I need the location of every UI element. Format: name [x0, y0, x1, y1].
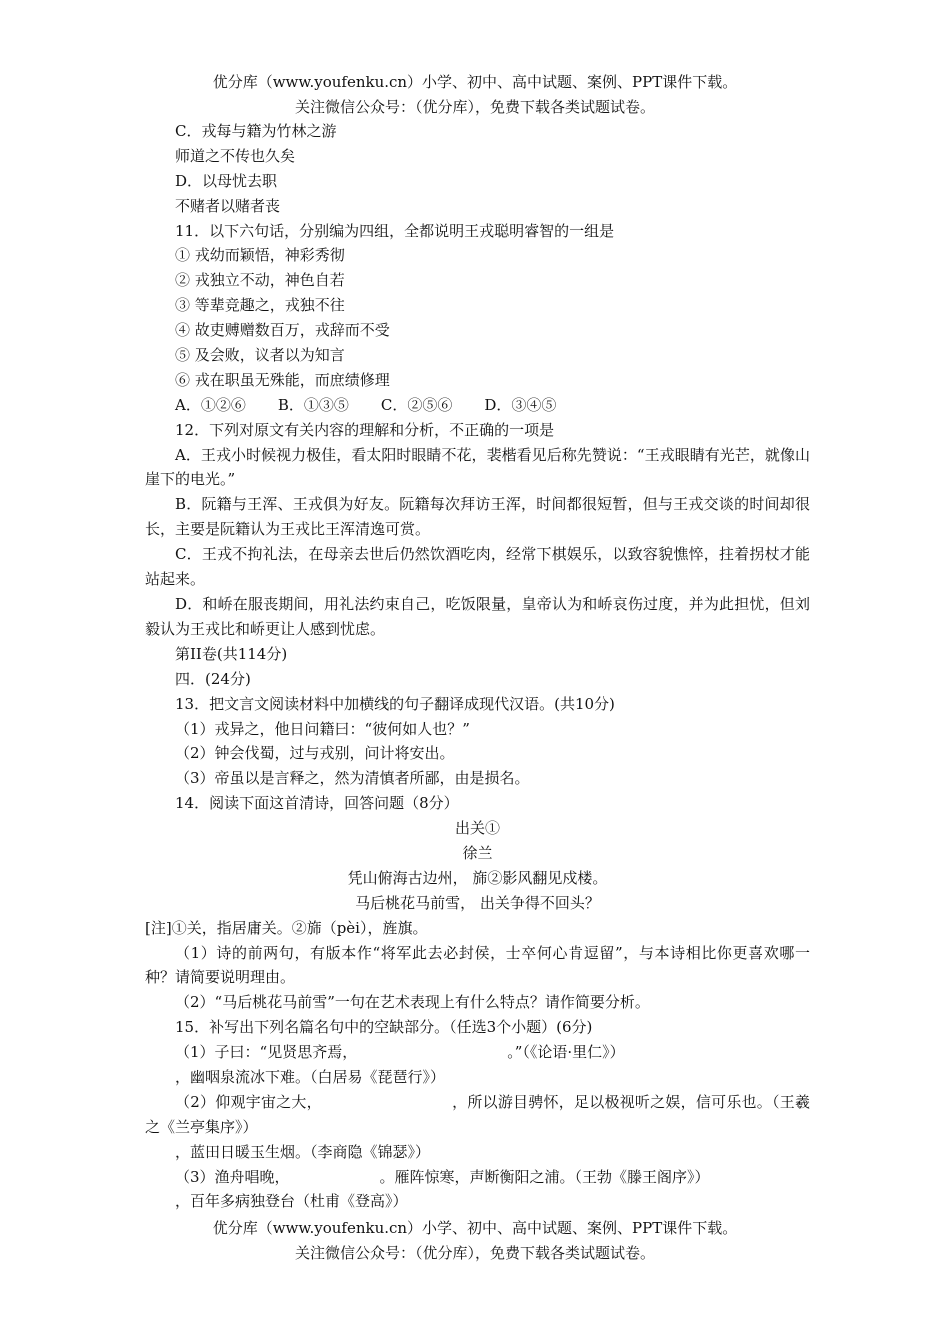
q11-option-b: B．①③⑤ [277, 395, 349, 414]
q12-option-b: B．阮籍与王浑、王戎俱为好友。阮籍每次拜访王浑，时间都很短暂，但与王戎交谈的时间却很长，主要是阮籍认为王戎比王浑清逸可赏。 [145, 495, 810, 539]
q11-stem: 11．以下六句话，分别编为四组，全都说明王戎聪明睿智的一组是 [175, 221, 615, 240]
q10-option-c-pair: 师道之不传也久矣 [175, 146, 296, 165]
section-4-title: 四．(24分) [175, 669, 251, 688]
poem-line-2: 马后桃花马前雪， 出关争得不回头？ [355, 893, 600, 912]
q13-item-1: （1）戎异之，他日问籍曰：“彼何如人也？” [175, 719, 470, 738]
q11-item-2: ② 戎独立不动，神色自若 [175, 271, 345, 290]
q14-stem: 14．阅读下面这首清诗，回答问题（8分） [175, 794, 459, 813]
q14-sub-1: （1）诗的前两句，有版本作“将军此去必封侯，士卒何心肯逗留”，与本诗相比你更喜欢哪一种？请简要说明理由。 [145, 943, 810, 987]
footer-line-2: 关注微信公众号：（优分库），免费下载各类试题试卷。 [294, 1243, 655, 1262]
q15-item-1-text-b: 。”（《论语·里仁》） [507, 1043, 625, 1062]
poem-note: [注]①关，指居庸关。②旆（pèi），旌旗。 [145, 918, 428, 937]
q11-item-6: ⑥ 戎在职虽无殊能，而庶绩修理 [175, 370, 390, 389]
q11-option-a: A．①②⑥ [175, 395, 246, 414]
q11-item-3: ③ 等辈竞趣之，戎独不往 [175, 296, 345, 315]
q12-option-a: A．王戎小时候视力极佳，看太阳时眼睛不花，裴楷看见后称先赞说：“王戎眼睛有光芒，就像山崖下的电光。” [145, 445, 810, 489]
q15-item-1 [145, 1040, 810, 1065]
q15-item-3-text-b: 。雁阵惊寒，声断衡阳之浦。（王勃《滕王阁序》） [379, 1167, 710, 1186]
q11-option-d: D．③④⑤ [484, 395, 557, 414]
poem-line-1: 凭山俯海古边州， 旆②影风翻见戍楼。 [347, 868, 608, 887]
q10-option-c: C．戎每与籍为竹林之游 [175, 122, 337, 140]
q13-stem: 13．把文言文阅读材料中加横线的句子翻译成现代汉语。(共10分) [175, 694, 615, 713]
q13-item-3: （3）帝虽以是言释之，然为清慎者所鄙，由是损名。 [175, 769, 530, 788]
q12-option-d: D．和峤在服丧期间，用礼法约束自己，吃饭限量，皇帝认为和峤哀伤过度，并为此担忧，但刘毅认为王戎比和峤更让人感到忧虑。 [145, 595, 810, 638]
header-line-1: 优分库（www.youfenku.cn）小学、初中、高中试题、案例、PPT课件下载。 [212, 73, 738, 91]
q15-item-1-text-a: （1）子曰：“见贤思齐焉， [175, 1043, 358, 1062]
q15-item-2-line-2: ，蓝田日暖玉生烟。（李商隐《锦瑟》） [175, 1142, 431, 1161]
q11-item-5: ⑤ 及会败，议者以为知言 [175, 346, 345, 365]
q10-option-d: D．以母忧去职 [175, 171, 278, 190]
q11-item-1: ① 戎幼而颖悟，神彩秀彻 [175, 246, 345, 265]
q11-item-4: ④ 故吏赙赠数百万，戎辞而不受 [175, 321, 390, 340]
q15-item-3-line-2: ，百年多病独登台（杜甫《登高》） [175, 1192, 408, 1211]
header-line-2: 关注微信公众号：（优分库），免费下载各类试题试卷。 [294, 97, 655, 116]
poem-author: 徐兰 [462, 843, 493, 862]
q12-stem: 12．下列对原文有关内容的理解和分析，不正确的一项是 [175, 420, 555, 439]
q10-option-d-pair: 不赌者以赌者丧 [175, 196, 281, 215]
part2-title: 第II卷(共114分) [175, 644, 288, 663]
q14-sub-2: （2）“马后桃花马前雪”一句在艺术表现上有什么特点？请作简要分析。 [175, 993, 650, 1012]
q15-item-2 [145, 1090, 810, 1140]
page-footer [0, 1216, 950, 1265]
q15-item-3-text-a: （3）渔舟唱晚， [175, 1167, 290, 1186]
q15-item-1-line-2: ，幽咽泉流冰下难。（白居易《琵琶行》） [175, 1068, 446, 1086]
page-header [0, 70, 950, 119]
q15-item-2-text-b: ，所以游目骋怀，足以极视听之娱，信可乐也。（王羲之《兰亭集序》） [145, 1092, 810, 1136]
poem-title: 出关① [454, 819, 500, 838]
exam-content [145, 119, 810, 1214]
footer-line-1: 优分库（www.youfenku.cn）小学、初中、高中试题、案例、PPT课件下载。 [212, 1219, 738, 1237]
q12-option-c: C．王戎不拘礼法，在母亲去世后仍然饮酒吃肉，经常下棋娱乐，以致容貌憔悴，拄着拐杖才能站起来。 [145, 545, 810, 589]
q15-item-3 [145, 1165, 810, 1190]
q11-option-c: C．②⑤⑥ [380, 395, 453, 414]
q15-item-2-text-a: （2）仰观宇宙之大， [175, 1092, 322, 1111]
q15-stem: 15．补写出下列名篇名句中的空缺部分。（任选3个小题）(6分) [175, 1018, 593, 1037]
q13-item-2: （2）钟会伐蜀，过与戎别，问计将安出。 [175, 744, 455, 763]
q11-options [145, 393, 810, 418]
